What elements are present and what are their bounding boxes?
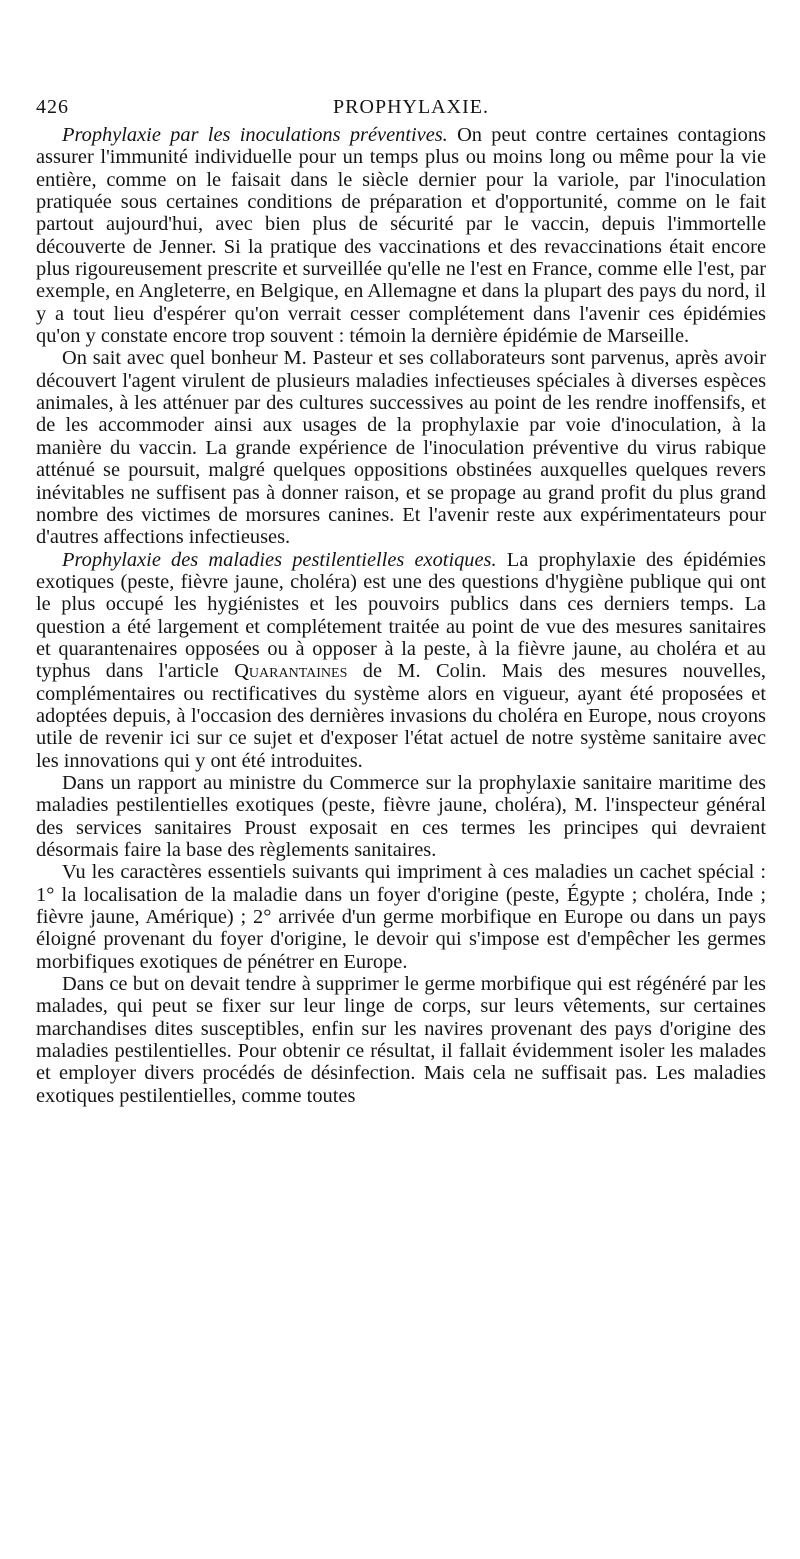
paragraph-caracteres bbox=[36, 861, 766, 973]
paragraph-rapport bbox=[36, 772, 766, 861]
page-number: 426 bbox=[36, 96, 69, 118]
paragraph-pestilentielles bbox=[36, 549, 766, 772]
paragraph-inoculations bbox=[36, 124, 766, 347]
article-reference: Quarantaines bbox=[234, 660, 348, 683]
paragraph-text: Dans ce but on devait tendre à supprimer le germe morbifique qui est régénéré par les malades, qui peut se fixer sur leur linge de corps, sur leurs vêtements, sur certaines marchandises dites susceptibles, enfin sur les navires provenant des pays d'origine des maladies pestilentielles. Pour obtenir ce résultat, il fallait évidemment isoler les malades et employer divers procédés de désinfection. Mais cela ne suffisait pas. Les maladies exotiques pestilentielles, comme toutes bbox=[36, 973, 766, 1107]
paragraph-text: Vu les caractères essentiels suivants qui impriment à ces maladies un cachet spécial : 1° la localisation de la maladie dans un foyer d'origine (peste, Égypte ; choléra, Inde ; fièvre jaune, Amérique) ; 2° arrivée d'un germe morbifique en Europe ou dans un pays éloigné provenant du foyer d'origine, le devoir qui s'impose est d'empêcher les germes morbifiques exotiques de pénétrer en Europe. bbox=[36, 861, 766, 973]
paragraph-text: La prophylaxie des épidémies exotiques (peste, fièvre jaune, choléra) est une des questions d'hygiène publique qui ont le plus occupé les hygiénistes et les pouvoirs publics dans ces derniers temps. La question a été largement et complétement traitée au point de vue des mesures sanitaires et quarantenaires opposées ou à opposer à la peste, à la fièvre jaune, au choléra et au typhus dans l'article bbox=[36, 548, 766, 683]
paragraph-pasteur bbox=[36, 347, 766, 548]
paragraph-text: On peut contre certaines contagions assurer l'immunité individuelle pour un temps plus ou moins long ou même pour la vie entière, comme on le faisait dans le siècle dernier pour la variole, par l'inoculation pratiquée sous certaines conditions de préparation et d'opportunité, comme on le fait partout aujourd'hui, avec bien plus de sécurité par le vaccin, depuis l'immortelle découverte de Jenner. Si la pratique des vaccinations et des revaccinations était encore plus rigoureusement prescrite et surveillée qu'elle ne l'est en France, comme elle l'est, par exemple, en Angleterre, en Belgique, en Allemagne et dans la plupart des pays du nord, il y a tout lieu d'espérer qu'on verrait cesser complétement dans l'avenir ces épidémies qu'on y constate encore trop souvent : témoin la dernière épidémie de Marseille. bbox=[36, 124, 766, 348]
paragraph-but bbox=[36, 973, 766, 1107]
paragraph-text: Dans un rapport au ministre du Commerce sur la prophylaxie sanitaire maritime des maladies pestilentielles exotiques (peste, fièvre jaune, choléra), M. l'inspecteur général des services sanitaires Proust exposait en ces termes les principes qui devraient désormais faire la base des règlements sanitaires. bbox=[36, 771, 766, 861]
paragraph-text-continued: de M. Colin. Mais des mesures nouvelles, complémentaires ou rectificatives du système alors en vigueur, ayant été proposées et adoptées depuis, à l'occasion des dernières invasions du choléra en Europe, nous croyons utile de revenir ici sur ce sujet et d'exposer l'état actuel de notre système sanitaire avec les innovations qui y ont été introduites. bbox=[36, 660, 766, 772]
paragraph-text: On sait avec quel bonheur M. Pasteur et ses collaborateurs sont parvenus, après avoir découvert l'agent virulent de plusieurs maladies infectieuses spéciales à diverses espèces animales, à les atténuer par des cultures successives au point de les rendre inoffensifs, et de les accommoder ainsi aux usages de la prophylaxie par voie d'inoculation, à la manière du vaccin. La grande expérience de l'inoculation préventive du virus rabique atténué se poursuit, malgré quelques oppositions obstinées auxquelles quelques revers inévitables ne suffisent pas à donner raison, et se propage au grand profit du plus grand nombre des victimes de morsures canines. Et l'avenir reste aux expérimentateurs pour d'autres affections infectieuses. bbox=[36, 347, 766, 549]
section-heading-pestilentielles: Prophylaxie des maladies pestilentielles exotiques. bbox=[62, 548, 497, 571]
page-header bbox=[36, 96, 766, 124]
section-heading-inoculations: Prophylaxie par les inoculations préventives. bbox=[62, 124, 448, 146]
page-body bbox=[36, 124, 766, 1107]
running-title: PROPHYLAXIE. bbox=[333, 96, 489, 118]
